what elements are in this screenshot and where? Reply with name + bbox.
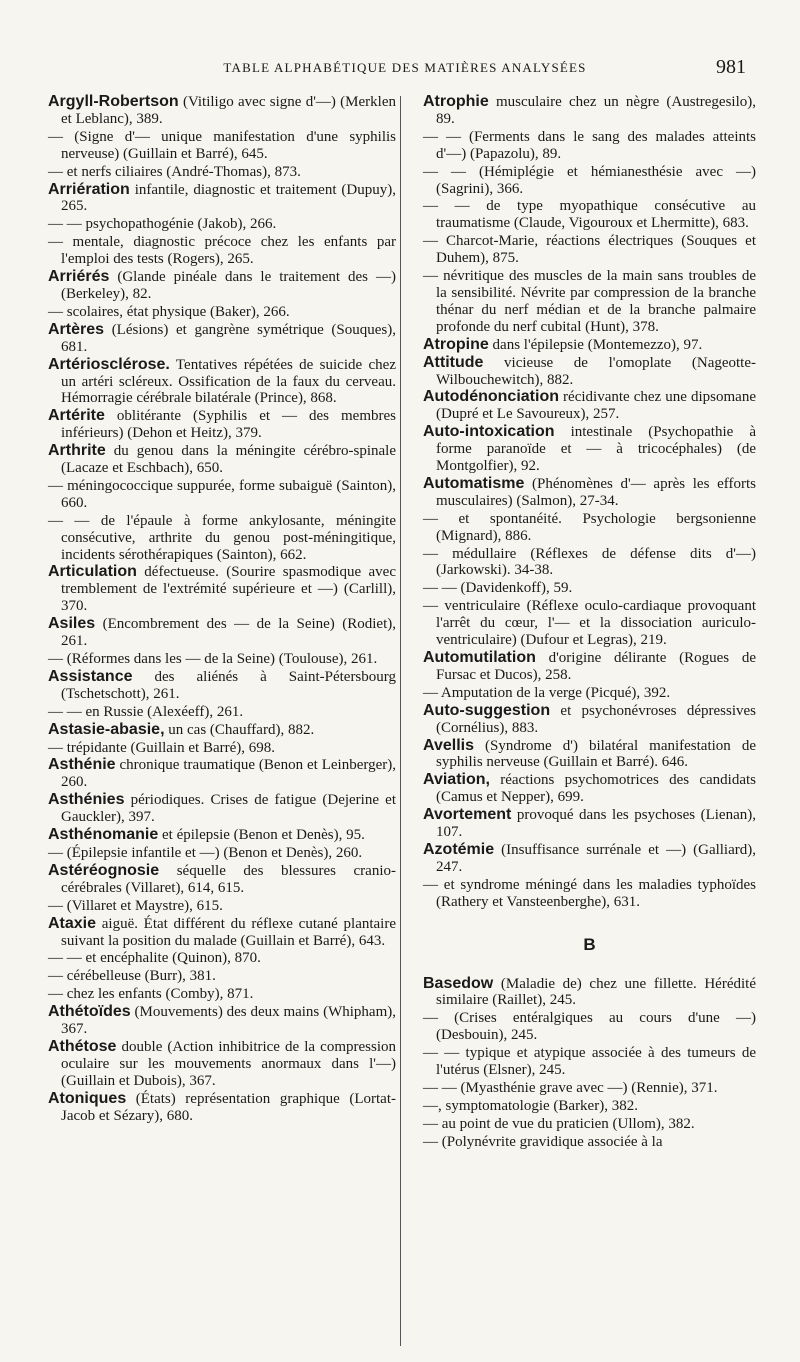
index-entry: [423, 976, 756, 1010]
entry-text: — cérébelleuse (Burr), 381.: [48, 968, 216, 985]
entry-text: récidivante chez une dipsomane (Dupré et Le Savoureux), 257.: [436, 389, 756, 423]
entry-text: — (Crises entéralgiques au cours d'une —) (Desbouin), 245.: [423, 1010, 756, 1044]
index-column-right: [423, 94, 756, 1152]
entry-heading: Basedow: [423, 974, 494, 992]
entry-text: — — (Hémiplégie et hémianesthésie avec —) (Sagrini), 366.: [423, 163, 756, 197]
index-entry: [48, 1004, 396, 1038]
entry-heading: Asthénomanie: [48, 826, 159, 844]
section-letter: B: [583, 934, 596, 954]
entry-heading: Artérite: [48, 407, 105, 425]
entry-text: — ventriculaire (Réflexe oculo-cardiaque provoquant l'arrêt du cœur, l'— et la dissociation auriculo-ventriculaire) (Dufour et Legras), 219.: [423, 598, 756, 649]
entry-text: — et spontanéité. Psychologie bergsonienne (Mignard), 886.: [423, 510, 756, 544]
entry-text: séquelle des blessures cranio-cérébrales (Villaret), 614, 615.: [61, 862, 396, 896]
entry-text: —, symptomatologie (Barker), 382.: [423, 1097, 638, 1114]
index-entry: [423, 268, 756, 336]
index-entry: [48, 669, 396, 703]
entry-text: défectueuse. (Sourire spasmodique avec tremblement de l'extrémité supérieure et —) (Carlill), 370.: [61, 564, 396, 615]
entry-heading: Articulation: [48, 563, 137, 581]
index-entry: [48, 443, 396, 477]
index-entry: [423, 580, 756, 597]
index-entry: [423, 738, 756, 772]
index-entry: [423, 389, 756, 423]
index-entry: [48, 827, 396, 844]
entry-text: — (Signe d'— unique manifestation d'une syphilis nerveuse) (Guillain et Barré), 645.: [48, 128, 396, 162]
entry-heading: Athétose: [48, 1037, 117, 1055]
index-entry: [48, 234, 396, 268]
index-entry: [423, 94, 756, 128]
index-entry: [48, 129, 396, 163]
index-entry: [423, 598, 756, 649]
index-entry: [423, 511, 756, 545]
entry-text: — chez les enfants (Comby), 871.: [48, 986, 254, 1003]
entry-text: — et nerfs ciliaires (André-Thomas), 873.: [48, 163, 301, 180]
index-entry: [48, 164, 396, 181]
entry-heading: Artères: [48, 320, 105, 338]
entry-text: — méningococcique suppurée, forme subaiguë (Sainton), 660.: [48, 477, 396, 511]
index-entry: [48, 322, 396, 356]
index-entry: [423, 842, 756, 876]
entry-text: (Vitiligo avec signe d'—) (Merklen et Leblanc), 389.: [61, 94, 396, 127]
entry-heading: Auto-intoxication: [423, 423, 555, 441]
index-entry: [48, 845, 396, 862]
index-entry: [48, 651, 396, 668]
entry-text: oblitérante (Syphilis et — des membres inférieurs) (Dehon et Heitz), 379.: [61, 408, 396, 442]
entry-text: — — (Myasthénie grave avec —) (Rennie), 371.: [423, 1079, 718, 1096]
index-entry: [423, 703, 756, 737]
entry-heading: Arriération: [48, 180, 130, 198]
entry-text: — scolaires, état physique (Baker), 266.: [48, 303, 290, 320]
page-number: 981: [716, 56, 746, 78]
entry-text: d'origine délirante (Rogues de Fursac et Ducos), 258.: [436, 650, 756, 683]
entry-text: aiguë. État différent du réflexe cutané plantaire suivant la position du malade (Guillain et Barré), 643.: [61, 915, 396, 949]
entry-text: (Glande pinéale dans le traitement des —) (Berkeley), 82.: [61, 269, 396, 302]
index-entry: [48, 94, 396, 128]
index-entry: [48, 916, 396, 950]
running-title: TABLE ALPHABÉTIQUE DES MATIÈRES ANALYSÉES: [223, 60, 587, 75]
entry-text: — — et encéphalite (Quinon), 870.: [48, 950, 261, 967]
index-entry: [423, 476, 756, 510]
index-entry: [48, 1091, 396, 1125]
index-entry: [423, 877, 756, 911]
index-entry: [48, 269, 396, 303]
entry-heading: Automatisme: [423, 474, 525, 492]
entry-heading: Auto-suggestion: [423, 701, 551, 719]
index-entry: [48, 408, 396, 442]
page-header: [0, 56, 800, 80]
index-entry: [423, 1098, 756, 1115]
entry-heading: Asthénie: [48, 756, 116, 774]
entry-heading: Attitude: [423, 353, 484, 371]
entry-heading: Azotémie: [423, 840, 495, 858]
entry-text: — Amputation de la verge (Picqué), 392.: [423, 684, 671, 701]
entry-heading: Arthrite: [48, 442, 106, 460]
index-entry: [423, 772, 756, 806]
index-entry: [48, 616, 396, 650]
index-entry: [48, 704, 396, 721]
entry-text: — névritique des muscles de la main sans troubles de la sensibilité. Névrite par compression de la branche thénar du nerf médian et de la branche palmaire profonde du nerf cubital (Hunt), 378.: [423, 268, 756, 335]
index-entry: [48, 513, 396, 564]
entry-heading: Asiles: [48, 615, 96, 633]
entry-text: — Charcot-Marie, réactions électriques (Souques et Duhem), 875.: [423, 233, 756, 267]
entry-text: (Mouvements) des deux mains (Whipham), 367.: [61, 1004, 396, 1038]
entry-text: dans l'épilepsie (Montemezzo), 97.: [488, 336, 703, 353]
entry-text: du genou dans la méningite cérébro-spinale (Lacaze et Eschbach), 650.: [61, 443, 396, 477]
entry-heading: Atoniques: [48, 1089, 127, 1107]
entry-text: — — psychopathogénie (Jakob), 266.: [48, 216, 277, 233]
index-entry: [48, 304, 396, 321]
index-entry: [423, 424, 756, 475]
index-entry: [423, 1045, 756, 1079]
entry-text: — et syndrome méningé dans les maladies typhoïdes (Rathery et Vansteenberghe), 631.: [423, 876, 756, 910]
entry-text: — trépidante (Guillain et Barré), 698.: [48, 739, 276, 756]
entry-text: — — typique et atypique associée à des tumeurs de l'utérus (Elsner), 245.: [423, 1045, 756, 1079]
index-entry: [423, 685, 756, 702]
index-entry: [48, 863, 396, 897]
index-entry: [423, 650, 756, 684]
entry-heading: Ataxie: [48, 914, 97, 932]
index-entry: [423, 198, 756, 232]
entry-text: — au point de vue du praticien (Ullom), 382.: [423, 1115, 695, 1132]
index-entry: [48, 740, 396, 757]
entry-text: chronique traumatique (Benon et Leinberger), 260.: [61, 757, 396, 791]
entry-text: un cas (Chauffard), 882.: [164, 721, 315, 738]
entry-text: — (Polynévrite gravidique associée à la: [423, 1133, 663, 1150]
entry-text: — mentale, diagnostic précoce chez les enfants par l'emploi des tests (Rogers), 265.: [48, 234, 396, 268]
entry-heading: Autodénonciation: [423, 388, 559, 406]
index-entry: [48, 564, 396, 615]
entry-text: (Phénomènes d'— après les efforts musculaires) (Salmon), 27-34.: [436, 475, 756, 509]
index-entry: [423, 1080, 756, 1097]
index-entry: [423, 355, 756, 389]
entry-text: infantile, diagnostic et traitement (Dupuy), 265.: [61, 181, 396, 215]
index-entry: [48, 216, 396, 233]
entry-text: périodiques. Crises de fatigue (Dejerine et Gauckler), 397.: [61, 792, 396, 826]
index-entry: [423, 1134, 756, 1151]
index-entry: [423, 337, 756, 354]
entry-text: — — (Davidenkoff), 59.: [423, 580, 573, 597]
entry-text: (Encombrement des — de la Seine) (Rodiet), 261.: [61, 616, 396, 650]
index-entry: [48, 478, 396, 512]
entry-text: et psychonévroses dépressives (Cornélius), 883.: [436, 702, 756, 736]
index-entry: [423, 807, 756, 841]
index-entry: [48, 1039, 396, 1090]
entry-text: double (Action inhibitrice de la compression oculaire sur les mouvements anormaux dans l'—) (Guillain et Dubois), 367.: [61, 1038, 396, 1089]
entry-text: intestinale (Psychopathie à forme paranoïde et — à tricocéphales) (de Montgolfier), 92.: [436, 424, 756, 475]
entry-text: — (Réformes dans les — de la Seine) (Toulouse), 261.: [48, 651, 378, 667]
entry-heading: Argyll-Robertson: [48, 93, 179, 110]
entry-text: (Lésions) et gangrène symétrique (Souques), 681.: [61, 321, 396, 355]
entry-heading: Avellis: [423, 736, 474, 754]
entry-heading: Aviation,: [423, 771, 490, 789]
index-entry: [423, 546, 756, 580]
index-entry: [423, 1010, 756, 1044]
index-entry: [423, 233, 756, 267]
entry-text: (États) représentation graphique (Lortat-Jacob et Sézary), 680.: [61, 1090, 396, 1124]
entry-text: (Syndrome d') bilatéral manifestation de syphilis nerveuse (Guillain et Barré). 646.: [436, 737, 756, 771]
index-entry: [423, 1116, 756, 1133]
index-entry: [48, 968, 396, 985]
index-entry: [48, 722, 396, 739]
index-entry: [48, 792, 396, 826]
index-entry: [48, 950, 396, 967]
index-entry: [48, 898, 396, 915]
entry-heading: Artériosclérose.: [48, 355, 170, 373]
entry-text: — — de l'épaule à forme ankylosante, méningite consécutive, arthrite du genou post-méningitique, incidents sérothérapiques (Sainton), 662.: [48, 512, 396, 563]
entry-text: provoqué dans les psychoses (Lienan), 107.: [436, 807, 756, 841]
entry-text: — (Épilepsie infantile et —) (Benon et Denès), 260.: [48, 844, 363, 861]
entry-heading: Atropine: [423, 335, 489, 353]
index-entry: [48, 757, 396, 791]
entry-heading: Assistance: [48, 667, 133, 685]
entry-text: — — de type myopathique consécutive au traumatisme (Claude, Vigouroux et Lhermitte), 683.: [423, 198, 756, 232]
entry-heading: Astéréognosie: [48, 861, 160, 879]
index-entry: [423, 129, 756, 163]
index-column-left: [48, 94, 396, 1125]
entry-text: (Maladie de) chez une fillette. Hérédité similaire (Raillet), 245.: [436, 975, 756, 1009]
entry-text: — médullaire (Réflexes de défense dits d'—) (Jarkowski). 34-38.: [423, 545, 756, 579]
entry-text: musculaire chez un nègre (Austregesilo), 89.: [436, 94, 756, 127]
entry-text: — (Villaret et Maystre), 615.: [48, 897, 223, 914]
index-entry: [48, 357, 396, 408]
entry-text: — — (Ferments dans le sang des malades atteints d'—) (Papazolu), 89.: [423, 128, 756, 162]
entry-text: (Insuffisance surrénale et —) (Galliard), 247.: [436, 841, 756, 875]
entry-heading: Asthénies: [48, 791, 125, 809]
entry-heading: Atrophie: [423, 93, 489, 110]
index-entry: [423, 164, 756, 198]
index-entry: [48, 182, 396, 216]
entry-text: Tentatives répétées de suicide chez un artéri scléreux. Ossification de la faux du cerveau. Hémorragie cérébrale bilatérale (Prince), 868.: [61, 356, 396, 407]
entry-text: — — en Russie (Alexéeff), 261.: [48, 703, 244, 720]
entry-text: vicieuse de l'omoplate (Nageotte-Wilbouchewitch), 882.: [436, 354, 756, 388]
column-divider: [400, 96, 401, 1346]
entry-text: et épilepsie (Benon et Denès), 95.: [158, 827, 365, 844]
entry-text: des aliénés à Saint-Pétersbourg (Tschetschott), 261.: [61, 668, 396, 702]
entry-heading: Automutilation: [423, 649, 536, 666]
entry-heading: Astasie-abasie,: [48, 720, 165, 738]
entry-heading: Avortement: [423, 806, 512, 824]
entry-heading: Arriérés: [48, 268, 110, 286]
entry-text: réactions psychomotrices des candidats (Camus et Nepper), 699.: [436, 772, 756, 806]
index-entry: [48, 986, 396, 1003]
entry-heading: Athétoïdes: [48, 1003, 131, 1021]
